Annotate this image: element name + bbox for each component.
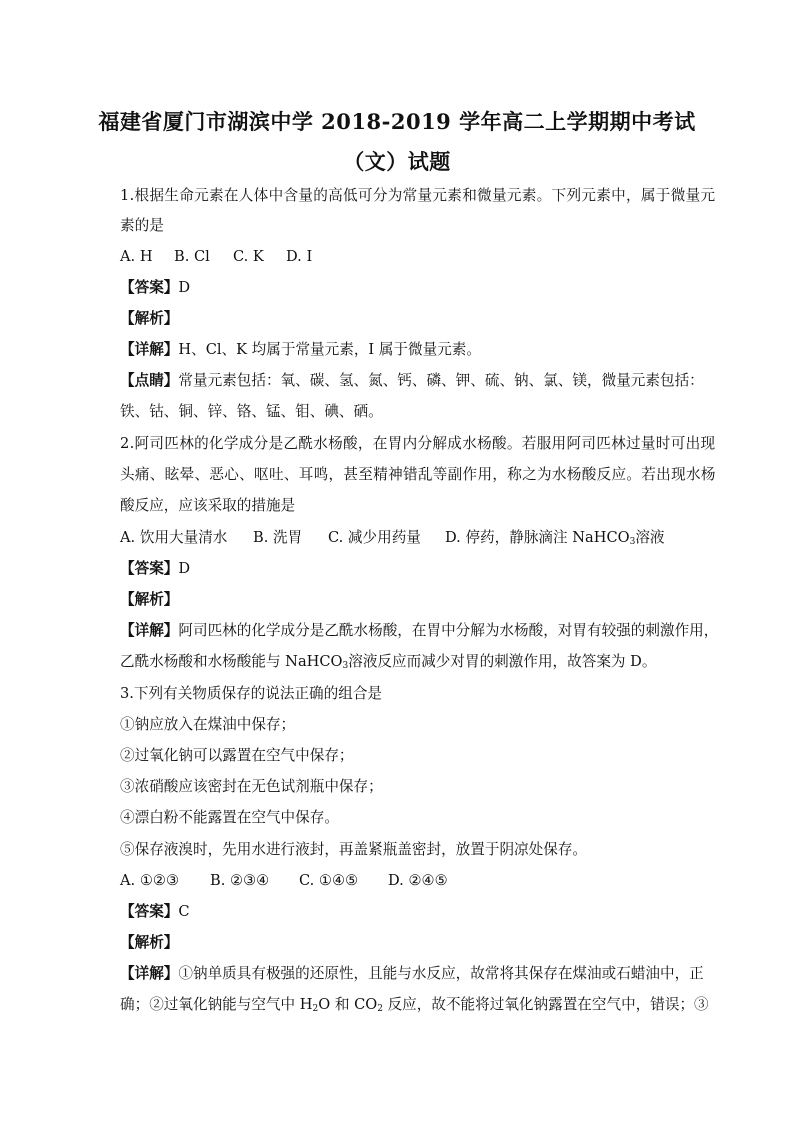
q2-stem-line3: 酸反应，应该采取的措施是 (120, 497, 296, 514)
q2-option-c: C. 减少用药量 (328, 529, 421, 546)
q1-detail-label: 【详解】 (120, 341, 179, 358)
q3-detail-line2-text-a: 确；②过氧化钠能与空气中 H (120, 996, 313, 1013)
q2-detail-line2-text: 乙酰水杨酸和水杨酸能与 NaHCO (120, 653, 343, 670)
q1-stem-line1: 1.根据生命元素在人体中含量的高低可分为常量元素和微量元素。下列元素中，属于微量元 (120, 187, 716, 204)
q3-item-4: ④漂白粉不能露置在空气中保存。 (120, 809, 339, 826)
q3-option-b: B. ②③④ (210, 872, 270, 889)
q3-detail-line2-subscript-2: 2 (377, 1004, 383, 1014)
q2-detail-text: 阿司匹林的化学成分是乙酰水杨酸，在胃中分解为水杨酸，对胃有较强的刺激作用， (178, 622, 719, 639)
q1-answer (120, 278, 190, 298)
q3-option-d: D. ②④⑤ (388, 872, 448, 889)
q2-option-a: A. 饮用大量清水 (120, 529, 228, 546)
document-title-line2: （文）试题 (343, 149, 451, 174)
q2-option-d-text: D. 停药，静脉滴注 NaHCO (445, 529, 630, 546)
q3-item-3: ③浓硝酸应该密封在无色试剂瓶中保存； (120, 778, 383, 795)
q3-detail-label: 【详解】 (120, 965, 179, 982)
q1-option-c: C. K (233, 248, 264, 265)
q1-analysis-label: 【解析】 (120, 310, 179, 327)
q2-stem-line2: 头痛、眩晕、恶心、呕吐、耳鸣，甚至精神错乱等副作用，称之为水杨酸反应。若出现水杨 (120, 466, 716, 483)
q2-detail-line2-suffix: 溶液反应而减少对胃的刺激作用，故答案为 D。 (348, 653, 657, 670)
q3-options (120, 871, 448, 891)
q2-option-d (445, 528, 665, 548)
q1-answer-value: D (178, 279, 191, 296)
q1-option-a: A. H (120, 248, 153, 265)
q3-detail-line2-subscript-1: 2 (312, 1004, 319, 1014)
q3-detail-line2-text-b: O 和 CO (318, 996, 378, 1013)
q2-answer-value: D (178, 560, 191, 577)
q1-option-b: B. Cl (174, 248, 210, 265)
q2-answer-label: 【答案】 (120, 560, 179, 577)
q3-detail-text: ①钠单质具有极强的还原性，且能与水反应，故常将其保存在煤油或石蜡油中，正 (178, 965, 704, 982)
q3-detail-line1 (120, 964, 704, 984)
q2-analysis-label: 【解析】 (120, 591, 179, 608)
q3-detail-line2 (120, 995, 709, 1015)
q2-detail-line2-subscript: 3 (342, 661, 349, 671)
document-title-line1: 福建省厦门市湖滨中学 2018-2019 学年高二上学期期中考试 (98, 109, 696, 134)
q2-detail-line2 (120, 652, 656, 672)
q3-option-a: A. ①②③ (120, 872, 180, 889)
q2-option-b: B. 洗胃 (253, 529, 303, 546)
q3-item-5: ⑤保存液溴时，先用水进行液封，再盖紧瓶盖密封，放置于阴凉处保存。 (120, 841, 588, 858)
q1-tip-text: 常量元素包括：氧、碳、氢、氮、钙、磷、钾、硫、钠、氯、镁，微量元素包括： (178, 372, 704, 389)
q3-analysis-label: 【解析】 (120, 934, 179, 951)
q2-option-d-suffix: 溶液 (635, 529, 665, 546)
q1-tip-line1 (120, 371, 704, 391)
q2-option-d-subscript: 3 (629, 537, 636, 547)
q1-answer-label: 【答案】 (120, 279, 179, 296)
q1-tip-label: 【点睛】 (120, 372, 179, 389)
q1-option-d: D. I (286, 248, 313, 265)
q3-item-2: ②过氧化钠可以露置在空气中保存； (120, 747, 354, 764)
q3-item-1: ①钠应放入在煤油中保存； (120, 716, 296, 733)
q3-answer-value: C (178, 903, 190, 920)
q3-option-c: C. ①④⑤ (299, 872, 359, 889)
q3-detail-line2-text-c: 反应，故不能将过氧化钠露置在空气中，错误；③ (382, 996, 709, 1013)
q2-detail-label: 【详解】 (120, 622, 179, 639)
q1-options (120, 247, 312, 267)
q2-options (120, 528, 665, 548)
q1-detail (120, 340, 481, 360)
q3-answer (120, 902, 190, 922)
q3-answer-label: 【答案】 (120, 903, 179, 920)
q1-detail-text: H、Cl、K 均属于常量元素，I 属于微量元素。 (178, 341, 481, 358)
q2-answer (120, 559, 190, 579)
q3-stem: 3.下列有关物质保存的说法正确的组合是 (120, 685, 383, 702)
q2-detail-line1 (120, 621, 718, 641)
q1-tip-line2: 铁、钴、铜、锌、铬、锰、钼、碘、硒。 (120, 403, 383, 420)
q2-stem-line1: 2.阿司匹林的化学成分是乙酰水杨酸，在胃内分解成水杨酸。若服用阿司匹林过量时可出现 (120, 435, 716, 452)
q1-stem-line2: 素的是 (120, 217, 164, 234)
